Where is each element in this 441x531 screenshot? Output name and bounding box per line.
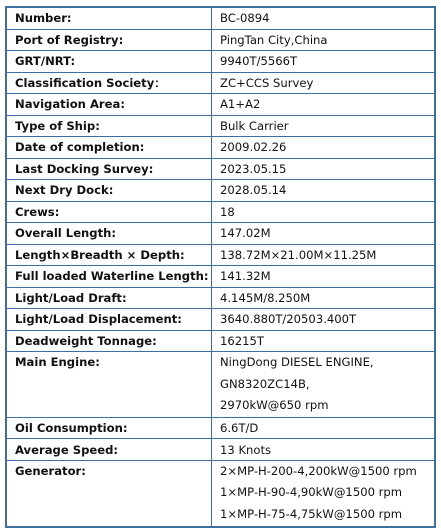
main-engine-line-3: 2970kW@650 rpm: [220, 398, 329, 413]
spec-label: GRT/NRT:: [7, 51, 212, 73]
spec-row: [7, 51, 435, 73]
spec-rows: [7, 8, 435, 352]
spec-row-main-engine: [7, 352, 435, 418]
spec-value: 18: [212, 201, 435, 223]
spec-value: Bulk Carrier: [212, 115, 435, 137]
spec-row: [7, 94, 435, 116]
spec-value: 4.145M/8.250M: [212, 287, 435, 309]
spec-value: 2009.02.26: [212, 137, 435, 159]
ship-spec-table: [6, 7, 435, 527]
spec-row: [7, 309, 435, 331]
spec-label: Length×Breadth × Depth:: [7, 244, 212, 266]
main-engine-line-1: NingDong DIESEL ENGINE,: [220, 355, 374, 369]
spec-label: Next Dry Dock:: [7, 180, 212, 202]
spec-row: [7, 158, 435, 180]
spec-row-oil-consumption: [7, 417, 435, 439]
spec-value-average-speed: 13 Knots: [212, 439, 435, 461]
spec-label-oil-consumption: Oil Consumption:: [7, 417, 212, 439]
spec-value: BC-0894: [212, 8, 435, 30]
spec-value: 9940T/5566T: [212, 51, 435, 73]
spec-value-main-engine: [212, 352, 435, 418]
spec-value: 16215T: [212, 330, 435, 352]
spec-value: ZC+CCS Survey: [212, 72, 435, 94]
spec-row-average-speed: [7, 439, 435, 461]
spec-label: Number:: [7, 8, 212, 30]
spec-row: [7, 266, 435, 288]
spec-label: Overall Length:: [7, 223, 212, 245]
spec-label-average-speed: Average Speed:: [7, 439, 212, 461]
spec-value: 141.32M: [212, 266, 435, 288]
spec-label: Light/Load Displacement:: [7, 309, 212, 331]
spec-label-main-engine: Main Engine:: [7, 352, 212, 418]
spec-value: 3640.880T/20503.400T: [212, 309, 435, 331]
spec-row: [7, 244, 435, 266]
spec-row: [7, 72, 435, 94]
spec-label: Crews:: [7, 201, 212, 223]
ship-spec-sheet: [5, 6, 436, 528]
spec-row: [7, 137, 435, 159]
spec-row: [7, 115, 435, 137]
spec-row: [7, 29, 435, 51]
spec-value: 147.02M: [212, 223, 435, 245]
spec-row: [7, 330, 435, 352]
spec-row-generator: [7, 460, 435, 526]
spec-row: [7, 201, 435, 223]
spec-row: [7, 180, 435, 202]
spec-label-generator: Generator:: [7, 460, 212, 526]
spec-label: Port of Registry:: [7, 29, 212, 51]
spec-label: Type of Ship:: [7, 115, 212, 137]
spec-value: 138.72M×21.00M×11.25M: [212, 244, 435, 266]
spec-label: Full loaded Waterline Length:: [7, 266, 212, 288]
engine-section: [7, 352, 435, 527]
spec-label: Classification Society：: [7, 72, 212, 94]
spec-value-generator: [212, 460, 435, 526]
spec-label: Navigation Area:: [7, 94, 212, 116]
spec-value: 2023.05.15: [212, 158, 435, 180]
spec-label: Last Docking Survey:: [7, 158, 212, 180]
spec-value: 2028.05.14: [212, 180, 435, 202]
spec-label: Date of completion:: [7, 137, 212, 159]
spec-value: PingTan City,China: [212, 29, 435, 51]
spec-value: A1+A2: [212, 94, 435, 116]
spec-value-oil-consumption: 6.6T/D: [212, 417, 435, 439]
spec-row: [7, 223, 435, 245]
generator-line-2: 1×MP-H-90-4,90kW@1500 rpm: [220, 485, 403, 500]
spec-label: Light/Load Draft:: [7, 287, 212, 309]
spec-row: [7, 287, 435, 309]
generator-line-3: 1×MP-H-75-4,75kW@1500 rpm: [220, 506, 403, 521]
main-engine-line-2: GN8320ZC14B,: [220, 376, 310, 391]
spec-label: Deadweight Tonnage:: [7, 330, 212, 352]
generator-line-1: 2×MP-H-200-4,200kW@1500 rpm: [220, 463, 417, 478]
spec-row: [7, 8, 435, 30]
